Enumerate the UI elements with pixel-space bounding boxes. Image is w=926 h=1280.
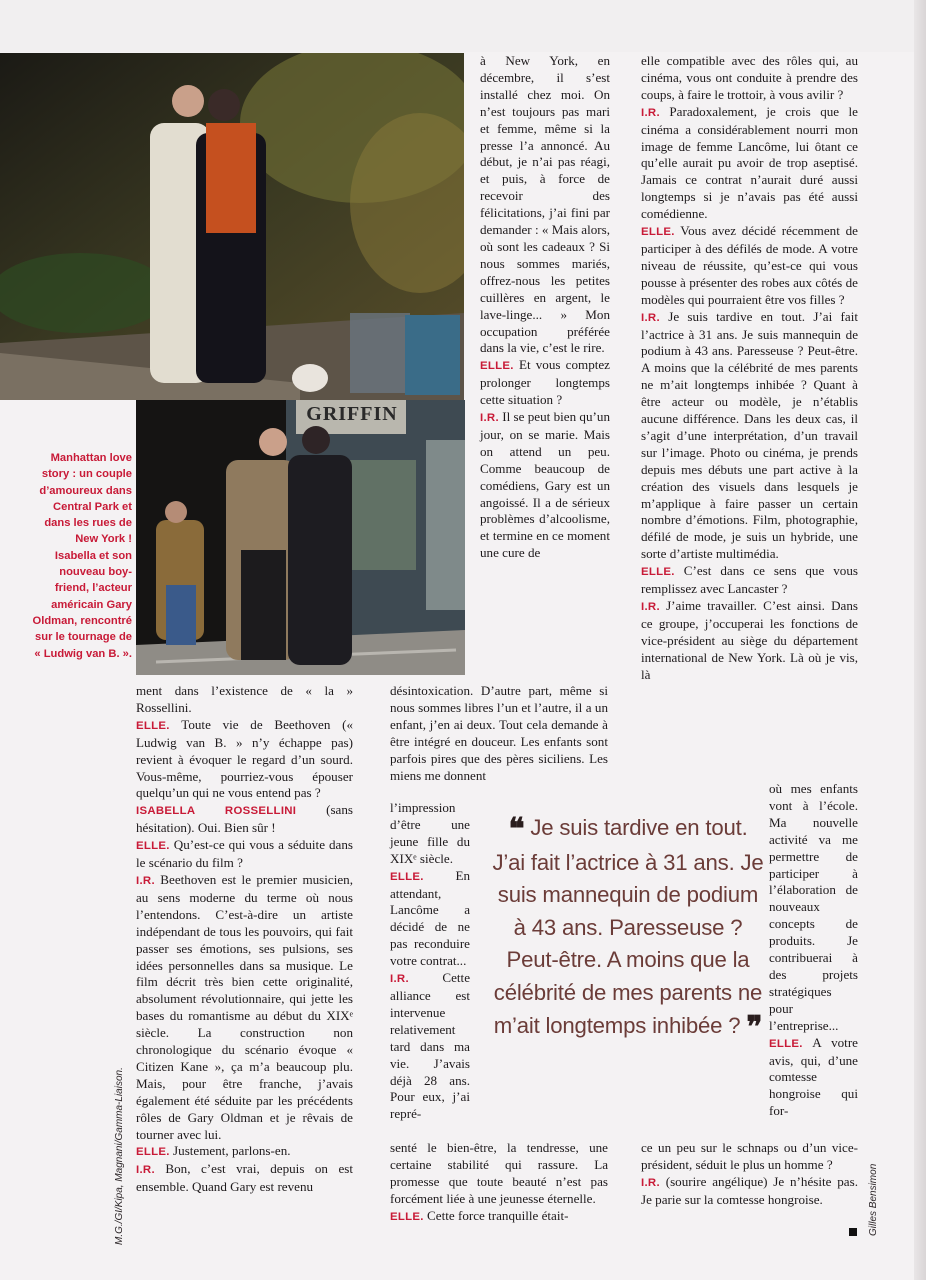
paragraph xyxy=(480,357,610,409)
paragraph-text: Toute vie de Beethoven (« Ludwig van B. » n’y échappe pas) revient à évoquer le regard d’un sourd. Vous-même, pourriez-vous épouser quelqu’un qui ne vous entend pas ? xyxy=(136,716,353,801)
paragraph-text: ce un peu sur le schnaps ou d’un vice-président, séduit le plus un homme ? xyxy=(641,1140,858,1172)
page-margin-top xyxy=(0,0,926,52)
storefront-sign: GRIFFIN xyxy=(306,403,398,425)
paragraph-text: elle compatible avec des rôles qui, au cinéma, vous ont conduite à prendre des coups, à faire le trottoir, à vous avilir ? xyxy=(641,53,858,102)
speaker-label: ELLE. xyxy=(769,1037,803,1050)
paragraph-text: Paradoxalement, je crois que le cinéma a considérablement nourri mon image de femme Lancôme, lui ôtant ce qu’elle aurait pu avoir de trop aseptisé. Jamais ce contrat n’aurait duré aussi longtemps si je n’avais pas été aussi comédienne. xyxy=(641,103,858,222)
paragraph xyxy=(136,802,353,837)
paragraph-text: ment dans l’existence de « la » Rossellini. xyxy=(136,683,353,715)
paragraph xyxy=(136,837,353,872)
speaker-label: I.R. xyxy=(480,412,499,425)
paragraph-text: Cette force tranquille était- xyxy=(423,1207,569,1223)
paragraph-text: J’aime travailler. C’est ainsi. Dans ce groupe, j’occuperai les fonctions de vice-président au siège du département international de New York. Là où je vis, là xyxy=(641,598,858,682)
article-column-2-bottom xyxy=(390,1140,608,1226)
speaker-label: ELLE. xyxy=(390,870,424,883)
speaker-label: ELLE. xyxy=(136,840,170,853)
paragraph xyxy=(480,409,610,562)
paragraph xyxy=(641,104,858,223)
paragraph xyxy=(390,868,470,970)
paragraph-text: C’est dans ce sens que vous remplissez avec Lancaster ? xyxy=(641,563,858,597)
speaker-label: ELLE. xyxy=(136,1146,170,1159)
paragraph xyxy=(390,970,470,1123)
paragraph-text: l’impression d’être une jeune fille du XIXᵉ siècle. xyxy=(390,800,470,866)
paragraph xyxy=(641,309,858,564)
speaker-label: ELLE. xyxy=(641,566,675,579)
paragraph-text: Justement, parlons-en. xyxy=(169,1143,291,1159)
paragraph-text: Qu’est-ce qui vous a séduite dans le scénario du film ? xyxy=(136,837,353,871)
paragraph xyxy=(390,800,470,868)
article-column-3-top xyxy=(641,53,858,684)
paragraph xyxy=(641,563,858,598)
open-quote-mark: ❝ xyxy=(508,813,525,846)
photo-new-york-street xyxy=(136,400,465,675)
speaker-label: I.R. xyxy=(136,1164,155,1177)
speaker-label: I.R. xyxy=(641,311,660,324)
photo-caption: Manhattan love story : un couple d’amoureux dans Central Park et dans les rues de New York ! Isabella et son nouveau boy- friend, l’acteur américain Gary Oldman, rencontré sur le tournage de « Ludwig van B. ». xyxy=(32,452,132,660)
article-column-1 xyxy=(136,683,353,1196)
paragraph-text: A votre avis, qui, d’une comtesse hongroise qui for- xyxy=(769,1034,858,1119)
paragraph xyxy=(769,781,858,1035)
photo-credit-left: M.G./GI/Kipa, Magnani/Gamma-Liaison. xyxy=(114,1067,125,1245)
paragraph-text: Il se peut bien qu’un jour, on se marie. Mais on attend un peu. Comme beaucoup de comédiens, Gary est un angoissé. Il a de sérieux problèmes d’alcoolisme, et termine en ce moment une cure de xyxy=(480,409,610,561)
article-column-2-narrow xyxy=(390,800,470,1123)
speaker-label: ELLE. xyxy=(641,226,675,239)
pull-quote-text: Je suis tardive en tout. J’ai fait l’actrice à 31 ans. Je suis mannequin de podium à 43 ans. Paresseuse ? Peut-être. A moins que la célébrité de mes parents ne m’ait longtemps inhibée ? xyxy=(492,815,764,1038)
paragraph xyxy=(641,53,858,104)
speaker-label: I.R. xyxy=(641,1176,660,1189)
paragraph-text: Vous avez décidé récemment de participer à des défilés de mode. A votre niveau de réussite, qu’est-ce qui vous pousse à présenter des robes aux côtés de modèles qui pourraient être vos filles ? xyxy=(641,223,858,307)
paragraph xyxy=(136,872,353,1144)
article-column-2-middle xyxy=(390,683,608,784)
paragraph xyxy=(136,1161,353,1196)
paragraph xyxy=(769,1035,858,1121)
paragraph xyxy=(641,598,858,684)
paragraph-text: à New York, en décembre, il s’est installé chez moi. On n’est toujours pas mari et femme, même si la presse l’a annoncé. Au début, je n’ai pas réagi, et puis, à force de recevoir des félicitations, j’ai fini par demander : « Mais alors, où sont les cadeaux ? Si nous sommes mariés, offrez-nous les petites cuillères en argent, le lave-linge... » Mon occupation préférée dans la vie, c’est le rire. xyxy=(480,53,610,356)
paragraph xyxy=(480,53,610,357)
paragraph-text: Beethoven est le premier musicien, au sens moderne du terme où nous l’entendons. C’est-à-dire un artiste indépendant de tous les pouvoirs, qui fait passer ses émotions, ses pulsions, ses idées personnelles dans sa musique. Le film décrit très bien cette originalité, absolument révolutionnaire, qui jette les bases du romantisme au début du XIXᵉ siècle. La construction non chronologique du scénario évoque « Citizen Kane », ça m’a beaucoup plu. Mais, pour être franche, j’avais également été séduite par les précédents rôles de Gary Oldman et je rêvais de tourner avec lui. xyxy=(136,871,353,1142)
paragraph xyxy=(641,223,858,309)
close-quote-mark: ❞ xyxy=(746,1010,763,1044)
paragraph-text: (sourire angélique) Je n’hésite pas. Je parie sur la comtesse hongroise. xyxy=(641,1173,858,1207)
speaker-label: I.R. xyxy=(641,601,660,613)
paragraph xyxy=(641,1140,858,1174)
paragraph-text: Bon, c’est vrai, depuis on est ensemble. Quand Gary est revenu xyxy=(136,1161,353,1195)
paragraph xyxy=(136,1143,353,1161)
speaker-label: I.R. xyxy=(136,874,155,887)
paragraph-text: En attendant, Lancôme a décidé de ne pas reconduire votre contrat... xyxy=(390,867,470,969)
speaker-label: I.R. xyxy=(641,106,660,119)
article-column-3-bottom xyxy=(641,1140,858,1209)
page-binding-edge xyxy=(914,0,926,1280)
pull-quote xyxy=(492,812,764,1044)
paragraph-text: (sans hésitation). Oui. Bien sûr ! xyxy=(136,802,353,836)
article-column-3-narrow xyxy=(769,781,858,1120)
end-of-article-mark xyxy=(849,1228,857,1236)
paragraph xyxy=(390,1140,608,1208)
paragraph: désintoxication. D’autre part, même si nous sommes libres l’un et l’autre, il a un enfant, j’en ai deux. Tout cela demande à être intégré en douceur. Les enfants sont parfois pires que des pères siciliens. Les miens me donnent xyxy=(390,683,608,783)
speaker-label: ELLE. xyxy=(136,719,170,732)
photo-credit-right: Gilles Bensimon xyxy=(868,1163,879,1236)
paragraph-text: Je suis tardive en tout. J’ai fait l’actrice à 31 ans. Je suis mannequin de podium à 43 ans. Paresseuse ? Peut-être. A moins que la célébrité de mes parents ne m’ait longtemps inhibée ? Quant à être acteur ou modèle, je n’établis aucune différence. Dans les deux cas, il s’agit d’une interprétation, d’un travail sur l’image. Photo ou cinéma, je prends depuis mes débuts une part active à la création des visuels dans lesquels je m’applique à faire passer un certain nombre d’émotions. Film, photographie, défilé de mode, je suis un hybride, une sorte d’artiste multimédia. xyxy=(641,308,858,562)
paragraph-text: Et vous comptez prolonger longtemps cette situation ? xyxy=(480,357,610,408)
paragraph xyxy=(136,717,353,803)
article-column-2-top xyxy=(480,53,610,562)
speaker-label: ELLE. xyxy=(480,360,514,373)
speaker-label: I.R. xyxy=(390,973,409,986)
speaker-label: ISABELLA ROSSELLINI xyxy=(136,805,297,818)
speaker-label: ELLE. xyxy=(390,1210,424,1223)
paragraph xyxy=(390,1208,608,1226)
paragraph-text: où mes enfants vont à l’école. Ma nouvelle activité va me permettre de participer à l’élaboration de nouveaux concepts de produits. Je contribuerai à des projets stratégiques pour l’entreprise... xyxy=(769,781,858,1033)
paragraph xyxy=(641,1174,858,1209)
paragraph-text: senté le bien-être, la tendresse, une certaine stabilité qui rassure. La promesse que toute beauté n’est pas forcément liée à une jeunesse éternelle. xyxy=(390,1140,608,1206)
photo-central-park xyxy=(0,53,464,400)
paragraph-text: Cette alliance est intervenue relativement tard dans ma vie. J’avais déjà 28 ans. Pour eux, j’ai repré- xyxy=(390,970,470,1122)
paragraph xyxy=(136,683,353,717)
